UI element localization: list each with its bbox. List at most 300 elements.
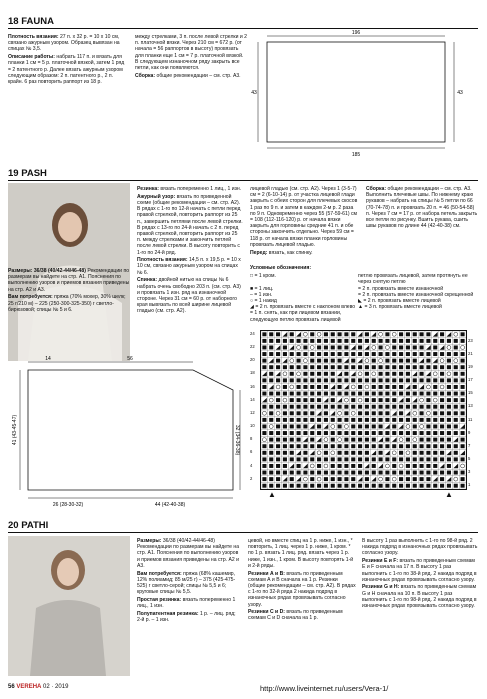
chart-knit-mark — [331, 464, 335, 468]
chart-cell — [377, 357, 384, 364]
chart-knit-mark — [426, 424, 430, 428]
chart-cell — [275, 410, 282, 417]
pash-dim-bottom-left: 26 (28-30-32) — [52, 502, 84, 508]
chart-knit-mark — [385, 471, 389, 475]
chart-knit-mark — [447, 378, 451, 382]
chart-knit-mark — [324, 471, 328, 475]
chart-knit-mark — [324, 444, 328, 448]
chart-knit-mark — [269, 484, 273, 488]
chart-knit-mark — [454, 411, 458, 415]
chart-knit-mark — [269, 431, 273, 435]
chart-knit-mark — [413, 332, 417, 336]
chart-knit-mark — [440, 484, 444, 488]
chart-knit-mark — [269, 405, 273, 409]
chart-knit-mark — [461, 471, 465, 475]
chart-knit-mark — [385, 359, 389, 363]
chart-knit-mark — [440, 431, 444, 435]
chart-knit-mark — [385, 477, 389, 481]
chart-knit-mark — [461, 411, 465, 415]
chart-knit-mark — [413, 385, 417, 389]
chart-knit-mark — [262, 332, 266, 336]
chart-knit-mark — [433, 345, 437, 349]
chart-knit-mark — [338, 464, 342, 468]
chart-knit-mark — [406, 392, 410, 396]
chart-knit-mark — [399, 392, 403, 396]
chart-knit-mark — [461, 372, 465, 376]
section-divider — [8, 28, 478, 29]
chart-knit-mark — [331, 484, 335, 488]
chart-knit-mark — [447, 438, 451, 442]
chart-knit-mark — [290, 411, 294, 415]
source-url-link[interactable]: http://www.liveinternet.ru/users/Vera-1/ — [260, 684, 389, 693]
chart-knit-mark — [310, 378, 314, 382]
chart-knit-mark — [440, 378, 444, 382]
chart-knit-mark — [440, 392, 444, 396]
chart-row-number: 6 — [250, 449, 253, 455]
chart-knit-mark — [365, 438, 369, 442]
chart-knit-mark — [269, 339, 273, 343]
chart-knit-mark — [338, 431, 342, 435]
chart-knit-mark — [324, 405, 328, 409]
chart-knit-mark — [433, 339, 437, 343]
chart-knit-mark — [276, 477, 280, 481]
chart-knit-mark — [433, 471, 437, 475]
chart-knit-mark — [344, 438, 348, 442]
chart-grid-svg — [261, 331, 466, 489]
chart-knit-mark — [392, 444, 396, 448]
chart-knit-mark — [379, 365, 383, 369]
chart-knit-mark — [440, 339, 444, 343]
chart-knit-mark — [413, 424, 417, 428]
chart-knit-mark — [461, 352, 465, 356]
chart-knit-mark — [276, 471, 280, 475]
chart-cell — [452, 331, 459, 338]
chart-knit-mark — [351, 339, 355, 343]
chart-knit-mark — [297, 392, 301, 396]
chart-knit-mark — [461, 438, 465, 442]
chart-knit-mark — [324, 372, 328, 376]
chart-knit-mark — [392, 378, 396, 382]
chart-knit-mark — [290, 392, 294, 396]
chart-knit-mark — [399, 332, 403, 336]
chart-knit-mark — [358, 345, 362, 349]
chart-knit-mark — [461, 418, 465, 422]
chart-cell — [377, 436, 384, 443]
fauna-dim-top: 196 — [351, 30, 361, 36]
chart-knit-mark — [372, 464, 376, 468]
chart-row-number: 17 — [468, 377, 473, 383]
chart-knit-mark — [303, 457, 307, 461]
chart-knit-mark — [379, 372, 383, 376]
chart-knit-mark — [317, 405, 321, 409]
chart-knit-mark — [440, 411, 444, 415]
chart-knit-mark — [310, 477, 314, 481]
chart-knit-mark — [262, 431, 266, 435]
chart-knit-mark — [379, 339, 383, 343]
chart-knit-mark — [351, 464, 355, 468]
chart-knit-mark — [269, 464, 273, 468]
chart-cell — [459, 463, 466, 470]
chart-knit-mark — [317, 398, 321, 402]
chart-knit-mark — [385, 418, 389, 422]
fauna-dim-bottom: 185 — [351, 152, 361, 158]
chart-cell — [329, 450, 336, 457]
chart-knit-mark — [433, 352, 437, 356]
chart-knit-mark — [365, 405, 369, 409]
chart-knit-mark — [310, 431, 314, 435]
chart-knit-mark — [283, 424, 287, 428]
magazine-name: VEREHA — [16, 684, 42, 690]
chart-knit-mark — [365, 332, 369, 336]
chart-knit-mark — [276, 339, 280, 343]
pathi-paragraph: Вам потребуется: пряжа (68% кашемир, 12% полиамид; 85 м/25 г) – 375 (425-475-525) г светло-серой; спицы № 5,5 и 6; круговые спицы № 5,5. — [137, 570, 236, 596]
chart-knit-mark — [420, 477, 424, 481]
chart-knit-mark — [262, 471, 266, 475]
chart-cell — [452, 357, 459, 364]
chart-cell — [405, 423, 412, 430]
section-title: PATHI — [21, 520, 49, 531]
chart-knit-mark — [406, 345, 410, 349]
chart-knit-mark — [331, 352, 335, 356]
section-number: 20 — [8, 520, 19, 531]
chart-knit-mark — [276, 451, 280, 455]
chart-knit-mark — [420, 345, 424, 349]
chart-knit-mark — [447, 339, 451, 343]
chart-knit-mark — [447, 385, 451, 389]
chart-knit-mark — [344, 464, 348, 468]
chart-knit-mark — [365, 392, 369, 396]
chart-knit-mark — [324, 457, 328, 461]
chart-knit-mark — [420, 464, 424, 468]
chart-knit-mark — [338, 418, 342, 422]
chart-knit-mark — [399, 405, 403, 409]
chart-knit-mark — [454, 431, 458, 435]
chart-knit-mark — [385, 484, 389, 488]
chart-knit-mark — [372, 444, 376, 448]
chart-knit-mark — [344, 345, 348, 349]
chart-knit-mark — [413, 392, 417, 396]
chart-knit-mark — [317, 392, 321, 396]
chart-knit-mark — [365, 451, 369, 455]
chart-cell — [370, 344, 377, 351]
chart-knit-mark — [317, 365, 321, 369]
chart-knit-mark — [461, 339, 465, 343]
chart-knit-mark — [385, 385, 389, 389]
chart-cell — [323, 436, 330, 443]
pash-dim-top: 14 — [45, 356, 51, 362]
chart-knit-mark — [447, 392, 451, 396]
chart-knit-mark — [351, 332, 355, 336]
chart-knit-mark — [372, 484, 376, 488]
chart-cell — [336, 410, 343, 417]
chart-cell — [446, 344, 453, 351]
chart-knit-mark — [338, 457, 342, 461]
chart-knit-mark — [358, 438, 362, 442]
chart-knit-mark — [420, 451, 424, 455]
chart-knit-mark — [358, 471, 362, 475]
chart-knit-mark — [440, 457, 444, 461]
chart-knit-mark — [379, 424, 383, 428]
chart-cell — [459, 344, 466, 351]
chart-row-number: 13 — [468, 403, 473, 409]
chart-cell — [357, 397, 364, 404]
chart-knit-mark — [399, 451, 403, 455]
chart-knit-mark — [276, 359, 280, 363]
chart-knit-mark — [358, 457, 362, 461]
chart-knit-mark — [447, 464, 451, 468]
pash-paragraph: Спинка: двойной нитью на спицы № 6 набрать очень свободно 203 п. (см. стр. А3) и провязать 1 изн. ряд на изнаночной стороне. Через 31 см = 60 р. от наборного края вывязать по всей ширине лицевой гладью (см. стр. А2). — [137, 277, 241, 315]
chart-knit-mark — [461, 359, 465, 363]
chart-knit-mark — [303, 431, 307, 435]
chart-knit-mark — [454, 372, 458, 376]
chart-knit-mark — [344, 405, 348, 409]
chart-knit-mark — [276, 431, 280, 435]
chart-knit-mark — [379, 385, 383, 389]
chart-knit-mark — [290, 365, 294, 369]
chart-knit-mark — [372, 365, 376, 369]
chart-knit-mark — [379, 405, 383, 409]
pash-paragraph: Резинка: вязать попеременно 1 лиц., 1 изн. — [137, 186, 242, 192]
chart-knit-mark — [447, 405, 451, 409]
chart-knit-mark — [283, 457, 287, 461]
pash-paragraph: лицевой гладью (см. стр. А2). Через 1 (3-5-7) см = 2 (6-10-14) р. от участка лицевой глади закрыть с обеих сторон для плечевых скосов 1 раз по 9 п. и затем в каждом 2-м р. 2 раза по 9 п. Одновременно через 55 (57-59-61) см = 108 (112-116-120) р. от начала вязки закрыть для горловины средние 41 п. и обе стороны закончить отдельно. Через 59 см = 118 р. от начала вязки планки горловины провязать лицевой гладью. — [250, 186, 358, 248]
chart-knit-mark — [392, 372, 396, 376]
chart-knit-mark — [338, 365, 342, 369]
chart-knit-mark — [269, 345, 273, 349]
chart-knit-mark — [351, 451, 355, 455]
chart-knit-mark — [372, 359, 376, 363]
chart-knit-mark — [447, 365, 451, 369]
chart-knit-mark — [420, 332, 424, 336]
chart-knit-mark — [399, 431, 403, 435]
chart-knit-mark — [372, 424, 376, 428]
page-number: 56 — [8, 684, 15, 690]
pathi-paragraph: Резинки А и В: вязать по приведенным схемам А и В сначала на 1 р. Резинки (общие рекомендации – см. стр. А2). В рядах с 1-го по 32-й ряда 2 накида подряд в изнаночных рядах провязывать согласно узору. — [248, 570, 356, 608]
chart-knit-mark — [433, 431, 437, 435]
chart-cell — [316, 476, 323, 483]
chart-cell — [282, 397, 289, 404]
chart-cell — [384, 463, 391, 470]
chart-knit-mark — [269, 457, 273, 461]
chart-row-number: 20 — [250, 357, 255, 363]
chart-knit-mark — [392, 464, 396, 468]
chart-knit-mark — [276, 365, 280, 369]
chart-cell — [418, 397, 425, 404]
chart-knit-mark — [399, 418, 403, 422]
chart-knit-mark — [310, 411, 314, 415]
chart-knit-mark — [276, 378, 280, 382]
chart-cell — [343, 384, 350, 391]
chart-knit-mark — [324, 365, 328, 369]
chart-knit-mark — [433, 451, 437, 455]
chart-knit-mark — [331, 444, 335, 448]
chart-knit-mark — [399, 411, 403, 415]
chart-knit-mark — [262, 345, 266, 349]
chart-knit-mark — [310, 405, 314, 409]
pash-knitting-chart — [250, 330, 478, 502]
chart-knit-mark — [317, 431, 321, 435]
chart-cell — [336, 397, 343, 404]
chart-knit-mark — [461, 444, 465, 448]
fauna-col-1 — [8, 34, 126, 87]
chart-knit-mark — [433, 378, 437, 382]
chart-knit-mark — [324, 451, 328, 455]
chart-knit-mark — [385, 332, 389, 336]
chart-knit-mark — [303, 451, 307, 455]
chart-knit-mark — [365, 457, 369, 461]
chart-knit-mark — [358, 431, 362, 435]
chart-knit-mark — [454, 471, 458, 475]
chart-knit-mark — [297, 457, 301, 461]
chart-knit-mark — [283, 471, 287, 475]
chart-knit-mark — [297, 418, 301, 422]
chart-knit-mark — [365, 411, 369, 415]
chart-knit-mark — [406, 372, 410, 376]
chart-knit-mark — [392, 418, 396, 422]
chart-knit-mark — [303, 405, 307, 409]
chart-knit-mark — [385, 339, 389, 343]
chart-knit-mark — [406, 464, 410, 468]
chart-knit-mark — [406, 398, 410, 402]
pash-dim-top2: 56 — [127, 356, 133, 362]
chart-knit-mark — [379, 411, 383, 415]
chart-knit-mark — [283, 352, 287, 356]
chart-knit-mark — [338, 477, 342, 481]
chart-knit-mark — [351, 438, 355, 442]
chart-knit-mark — [406, 444, 410, 448]
chart-knit-mark — [379, 484, 383, 488]
chart-knit-mark — [426, 365, 430, 369]
chart-knit-mark — [290, 444, 294, 448]
chart-knit-mark — [399, 385, 403, 389]
chart-knit-mark — [344, 431, 348, 435]
chart-knit-mark — [420, 392, 424, 396]
chart-knit-mark — [358, 411, 362, 415]
chart-knit-mark — [426, 398, 430, 402]
chart-knit-mark — [413, 339, 417, 343]
chart-knit-mark — [262, 405, 266, 409]
chart-knit-mark — [324, 385, 328, 389]
chart-knit-mark — [303, 352, 307, 356]
chart-knit-mark — [276, 424, 280, 428]
chart-knit-mark — [331, 398, 335, 402]
chart-knit-mark — [262, 352, 266, 356]
chart-knit-mark — [454, 457, 458, 461]
chart-cell — [398, 436, 405, 443]
chart-knit-mark — [324, 411, 328, 415]
pash-col-2 — [137, 186, 243, 316]
chart-cell — [316, 436, 323, 443]
chart-knit-mark — [310, 457, 314, 461]
chart-knit-mark — [372, 352, 376, 356]
chart-knit-mark — [324, 352, 328, 356]
pathi-photo-illustration — [8, 536, 130, 676]
legend-item: ◢ = 2 п. провязать вместе с наклоном влево = 1 п. снять, как при лицевом вязании, следующую петлю провязать лицевой — [250, 304, 356, 323]
pash-col-3 — [250, 186, 360, 257]
chart-knit-mark — [317, 464, 321, 468]
chart-knit-mark — [283, 418, 287, 422]
chart-knit-mark — [461, 484, 465, 488]
chart-knit-mark — [420, 411, 424, 415]
chart-knit-mark — [392, 385, 396, 389]
chart-knit-mark — [262, 451, 266, 455]
chart-knit-mark — [351, 359, 355, 363]
chart-knit-mark — [310, 484, 314, 488]
chart-cell — [391, 331, 398, 338]
pash-paragraph: Перед: вязать, как спинку. — [250, 249, 313, 256]
chart-knit-mark — [461, 405, 465, 409]
chart-cell — [377, 476, 384, 483]
chart-knit-mark — [283, 411, 287, 415]
chart-knit-mark — [290, 372, 294, 376]
chart-knit-mark — [440, 418, 444, 422]
chart-knit-mark — [303, 424, 307, 428]
pash-legend — [250, 265, 478, 323]
chart-knit-mark — [317, 345, 321, 349]
chart-cell — [295, 371, 302, 378]
chart-knit-mark — [276, 398, 280, 402]
chart-row-number: 9 — [468, 429, 471, 435]
pathi-col-2 — [248, 538, 356, 623]
chart-knit-mark — [297, 405, 301, 409]
chart-knit-mark — [426, 438, 430, 442]
chart-knit-mark — [317, 424, 321, 428]
chart-knit-mark — [262, 359, 266, 363]
chart-knit-mark — [283, 339, 287, 343]
chart-knit-mark — [372, 471, 376, 475]
chart-cell — [336, 436, 343, 443]
chart-knit-mark — [426, 332, 430, 336]
chart-knit-mark — [440, 451, 444, 455]
chart-cell — [309, 463, 316, 470]
chart-knit-mark — [297, 444, 301, 448]
chart-knit-mark — [338, 484, 342, 488]
pash-col-4 — [366, 186, 478, 231]
chart-knit-mark — [426, 484, 430, 488]
chart-knit-mark — [392, 339, 396, 343]
chart-knit-mark — [331, 332, 335, 336]
chart-knit-mark — [324, 345, 328, 349]
pash-paragraph: Вам потребуется: пряжа (70% мохер, 30% шелк; 25 г/210 м) – 225 (250-300-325-350) г светло-бирюзовой; спицы № 5 и 6. — [8, 294, 126, 313]
chart-knit-mark — [283, 431, 287, 435]
chart-knit-mark — [317, 352, 321, 356]
chart-row-number: 2 — [250, 475, 253, 481]
chart-knit-mark — [276, 484, 280, 488]
chart-knit-mark — [338, 332, 342, 336]
chart-knit-mark — [365, 444, 369, 448]
pash-col-1 — [8, 268, 130, 314]
chart-knit-mark — [344, 378, 348, 382]
chart-knit-mark — [413, 359, 417, 363]
chart-knit-mark — [406, 431, 410, 435]
chart-knit-mark — [351, 418, 355, 422]
chart-knit-mark — [297, 398, 301, 402]
chart-knit-mark — [406, 332, 410, 336]
chart-knit-mark — [454, 345, 458, 349]
chart-cell — [343, 397, 350, 404]
legend-item: ■ = 1 лиц. — [250, 285, 274, 292]
fauna-paragraph: Сборка: общие рекомендации – см. стр. А3. — [135, 72, 241, 79]
chart-cell — [439, 384, 446, 391]
chart-knit-mark — [338, 359, 342, 363]
chart-knit-mark — [385, 438, 389, 442]
chart-knit-mark — [331, 365, 335, 369]
chart-knit-mark — [269, 392, 273, 396]
chart-knit-mark — [365, 372, 369, 376]
chart-knit-mark — [385, 392, 389, 396]
chart-knit-mark — [351, 405, 355, 409]
chart-knit-mark — [399, 471, 403, 475]
